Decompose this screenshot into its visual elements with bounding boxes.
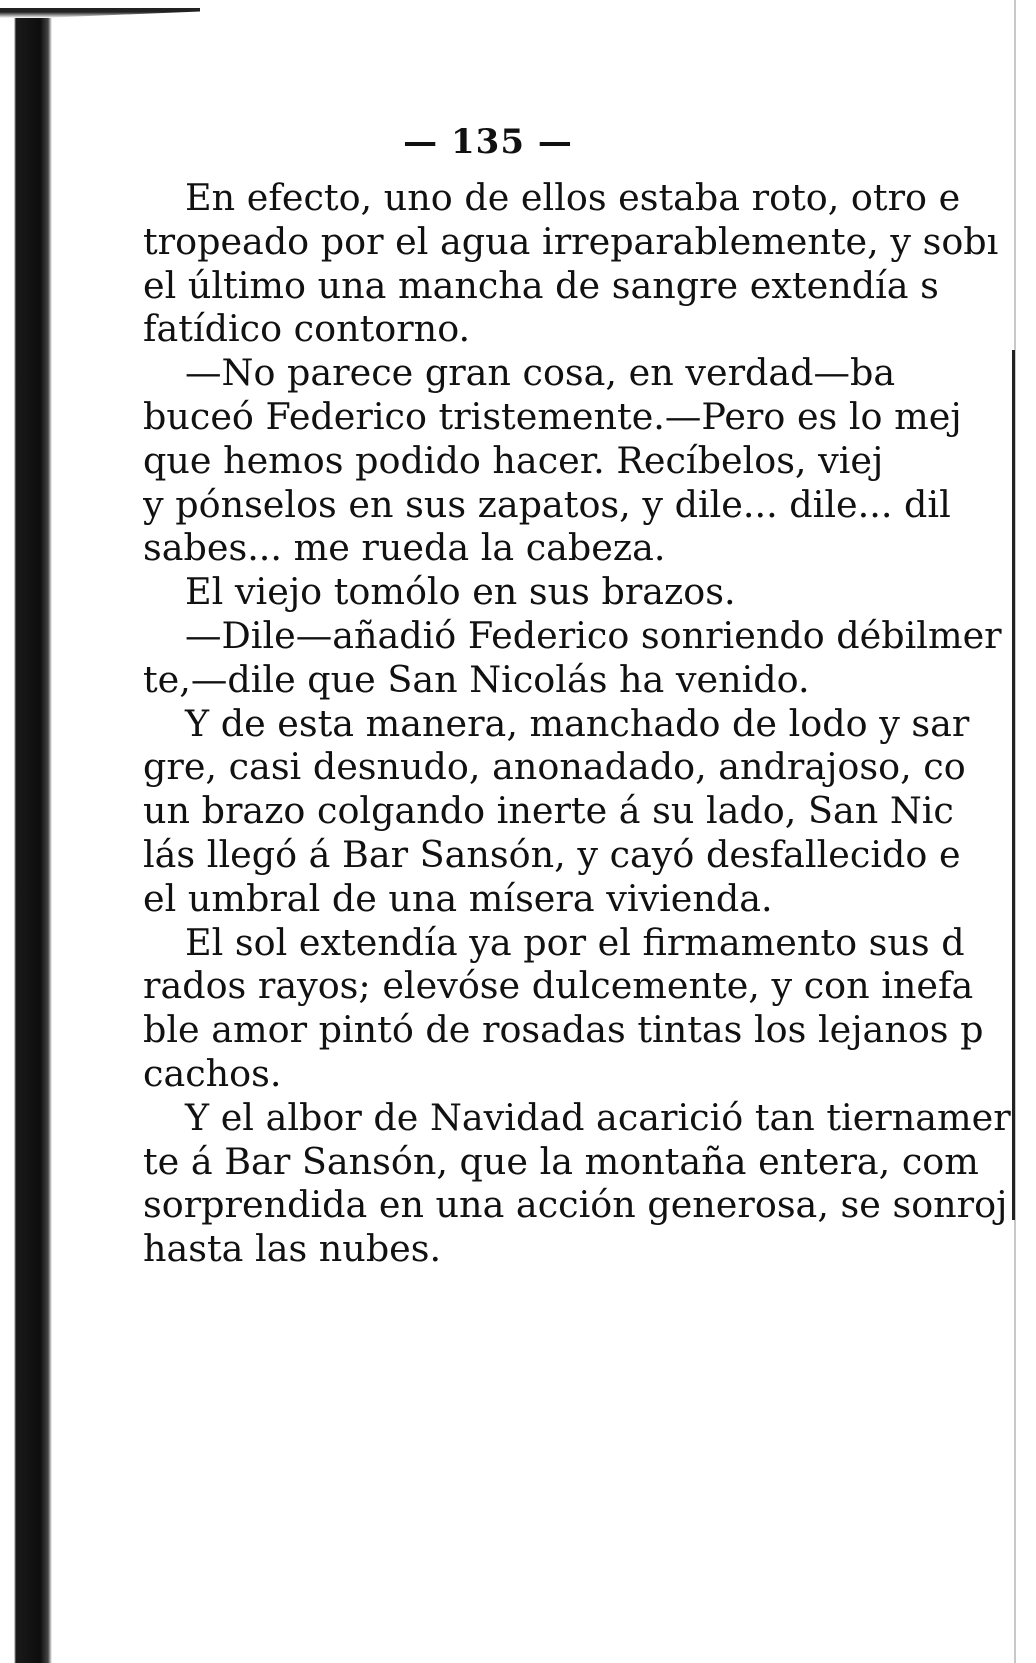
- text-line: el último una mancha de sangre extendía s: [143, 263, 939, 307]
- body-text: [143, 176, 1015, 1271]
- text-line: que hemos podido hacer. Recíbelos, viej: [143, 438, 884, 482]
- text-line: cachos.: [143, 1051, 282, 1095]
- text-line: sorprendida en una acción generosa, se sonroj: [143, 1183, 1008, 1227]
- text-line: hasta las nubes.: [143, 1227, 442, 1271]
- text-line: tropeado por el agua irreparablemente, y sobı: [143, 219, 999, 263]
- text-line: el umbral de una mísera vivienda.: [143, 876, 773, 920]
- text-line: te á Bar Sansón, que la montaña entera, com: [143, 1139, 979, 1183]
- page-number: — 135 —: [403, 122, 573, 162]
- text-line: El sol extendía ya por el firmamento sus d: [185, 920, 965, 964]
- text-line: Y de esta manera, manchado de lodo y sar: [185, 701, 970, 745]
- binding-edge-shadow: [0, 18, 52, 1663]
- text-line: Y el albor de Navidad acarició tan tiernamer: [185, 1095, 1011, 1139]
- text-line: te,—dile que San Nicolás ha venido.: [143, 657, 810, 701]
- text-line: sabes... me rueda la cabeza.: [143, 526, 666, 570]
- text-line: —No parece gran cosa, en verdad—ba: [185, 351, 896, 395]
- text-line: rados rayos; elevóse dulcemente, y con inefa: [143, 964, 974, 1008]
- binding-corner-shadow: [0, 8, 200, 18]
- text-line: gre, casi desnudo, anonadado, andrajoso, co: [143, 745, 966, 789]
- text-line: y pónselos en sus zapatos, y dile... dile... dil: [143, 482, 951, 526]
- text-line: lás llegó á Bar Sansón, y cayó desfallecido e: [143, 832, 961, 876]
- text-line: ble amor pintó de rosadas tintas los lejanos p: [143, 1008, 984, 1052]
- text-line: buceó Federico tristemente.—Pero es lo mej: [143, 394, 962, 438]
- text-line: —Dile—añadió Federico sonriendo débilmer: [185, 613, 1002, 657]
- text-line: un brazo colgando inerte á su lado, San Nic: [143, 789, 954, 833]
- text-line: El viejo tomólo en sus brazos.: [185, 570, 736, 614]
- text-line: En efecto, uno de ellos estaba roto, otro e: [185, 176, 961, 219]
- text-line: fatídico contorno.: [143, 307, 471, 351]
